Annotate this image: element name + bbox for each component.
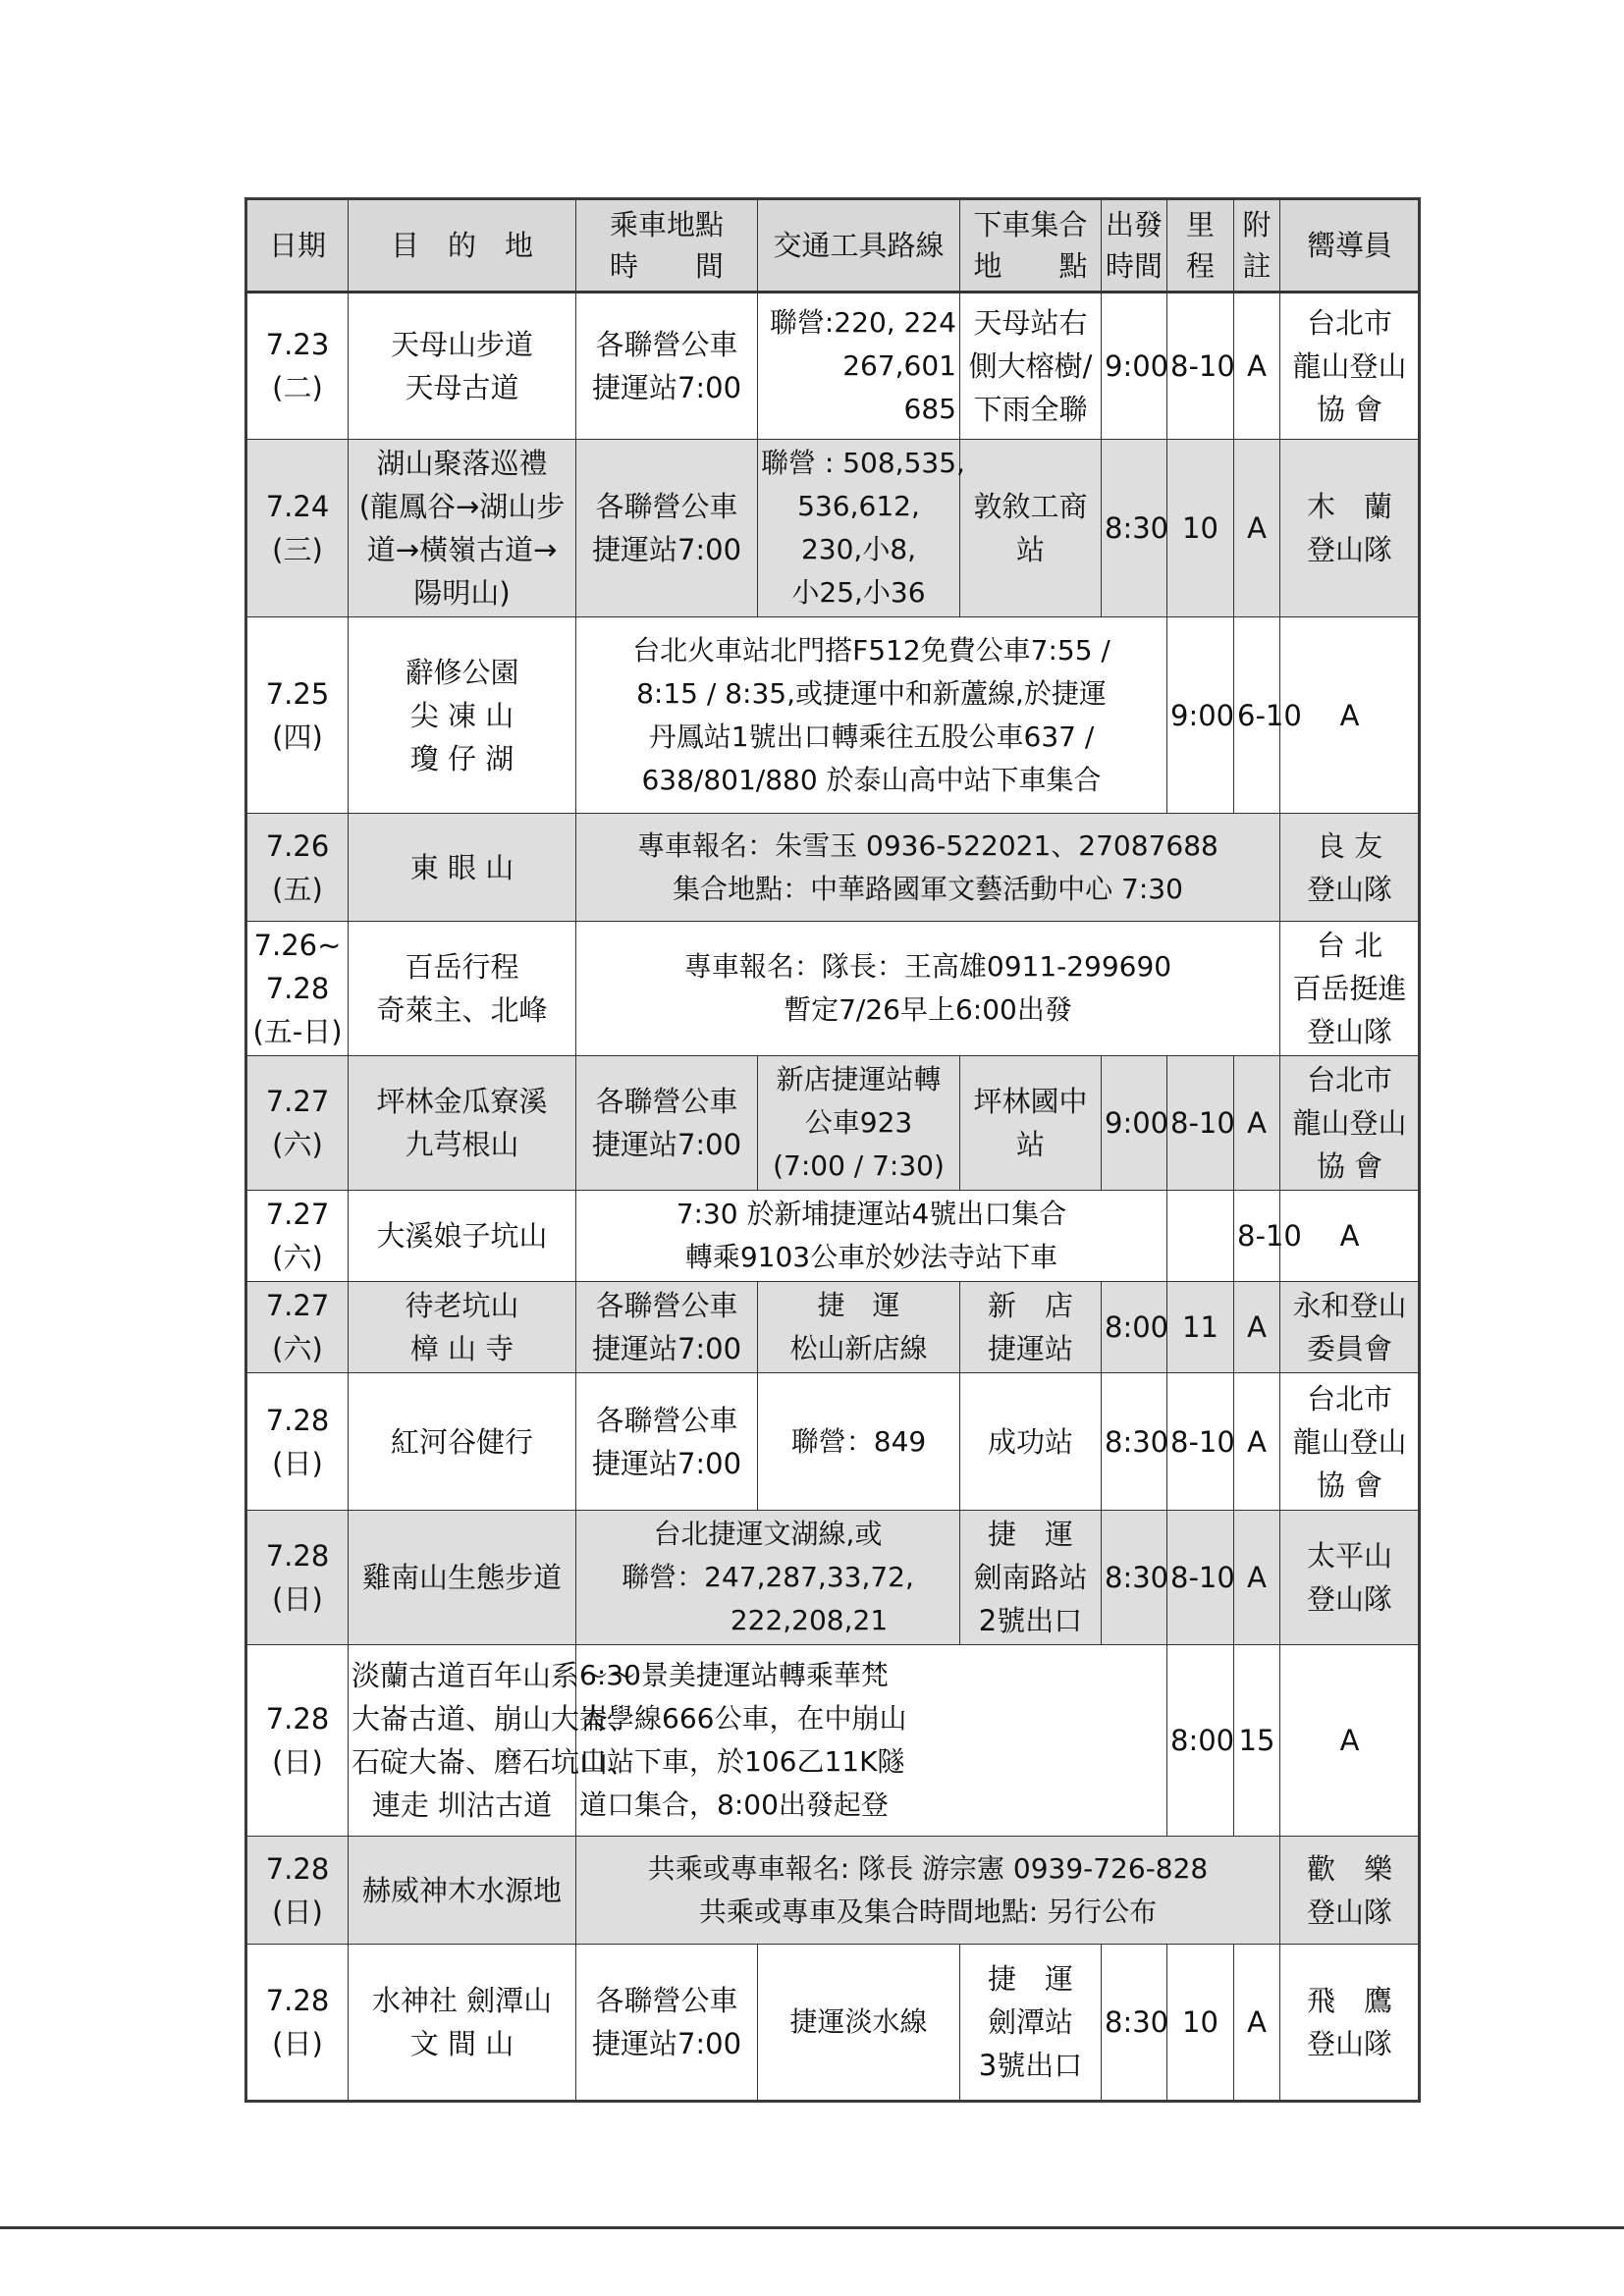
destination-cell-line: 尖 凍 山: [409, 698, 514, 732]
merged-info-cell-line: 大學線666公車，在中崩山: [579, 1702, 907, 1735]
destination-cell: [349, 1191, 576, 1282]
destination-cell-line: 道→橫嶺古道→: [366, 533, 558, 566]
date-cell-line: (日): [272, 1582, 323, 1616]
transport-cell-line: 230,小8,: [800, 533, 917, 565]
table-row: [246, 293, 1420, 440]
leader-cell: [1280, 1056, 1420, 1191]
date-cell: [246, 814, 349, 922]
header-distance: 里 程: [1167, 199, 1234, 293]
destination-cell-line: 連走 圳沽古道: [371, 1789, 553, 1822]
boarding-cell-line: 各聯營公車: [595, 1289, 738, 1322]
merged-info-cell-line: 轉乘9103公車於妙法寺站下車: [684, 1241, 1058, 1273]
merged-info-cell-line: 丹鳳站1號出口轉乘往五股公車637 /: [648, 720, 1095, 753]
date-cell-line: (六): [272, 1332, 323, 1365]
destination-cell-line: 百岳行程: [405, 950, 519, 984]
header-transport: 交通工具路線: [758, 199, 960, 293]
date-cell-line: 7.28: [265, 1539, 330, 1573]
meeting-point-cell-line: 天母站右: [973, 306, 1088, 340]
boarding-cell-line: 各聯營公車: [595, 1984, 738, 2017]
note-cell: [1234, 293, 1280, 440]
meeting-point-cell: [960, 1282, 1102, 1373]
meeting-point-cell-line: 新 店: [987, 1289, 1073, 1322]
transport-cell-line: 捷運淡水線: [789, 2005, 928, 2038]
distance-cell-value: 6-10: [1237, 698, 1302, 732]
departure-time-cell: [1102, 1511, 1167, 1645]
merged-info-cell-line: 道口集合，8:00出發起登: [579, 1789, 889, 1821]
merged-info-cell-line: 638/801/880 於泰山高中站下車集合: [641, 763, 1102, 796]
distance-cell-value: 8-10: [1170, 1106, 1235, 1140]
schedule-body: [246, 293, 1420, 2102]
leader-cell-line: 歡 樂: [1306, 1851, 1392, 1886]
destination-cell-line: 天母古道: [405, 371, 519, 404]
leader-cell: [1280, 814, 1420, 922]
departure-time-cell-value: 9:00: [1105, 1106, 1169, 1140]
table-row: [246, 1837, 1420, 1945]
leader-cell: [1280, 440, 1420, 617]
merged-info-cell-line: 台北火車站北門搭F512免費公車7:55 /: [632, 633, 1110, 667]
merged-info-cell-line: 台北捷運文湖線,或: [653, 1518, 883, 1550]
departure-time-cell: [1102, 440, 1167, 617]
destination-cell-line: 大溪娘子坑山: [376, 1219, 548, 1253]
note-cell-value: A: [1247, 1561, 1267, 1594]
departure-time-cell: [1102, 1282, 1167, 1373]
date-cell: [246, 1511, 349, 1645]
date-cell-line: 7.28: [265, 972, 330, 1005]
destination-cell-line: 赫威神木水源地: [361, 1873, 562, 1907]
header-destination: 目 的 地: [349, 199, 576, 293]
distance-cell-value: 8-10: [1170, 1424, 1235, 1459]
leader-cell-line: 龍山登山: [1292, 1424, 1407, 1459]
distance-cell-value: 11: [1182, 1310, 1218, 1344]
date-cell-line: 7.23: [265, 328, 330, 361]
destination-cell: [349, 1511, 576, 1645]
departure-time-cell: [1102, 293, 1167, 440]
departure-time-cell: [1102, 1373, 1167, 1511]
departure-time-cell-value: 8:30: [1105, 1424, 1169, 1459]
destination-cell-line: 水神社 劍潭山: [371, 1984, 553, 2017]
transport-cell-line: 聯營:220, 224: [769, 306, 956, 339]
date-cell-line: 7.26: [265, 828, 330, 863]
meeting-point-cell: [960, 1056, 1102, 1191]
boarding-cell-line: 各聯營公車: [595, 1403, 738, 1437]
leader-cell: [1280, 922, 1420, 1056]
date-cell-line: 7.26~: [253, 929, 342, 962]
leader-cell-line: 飛 鷹: [1306, 1984, 1392, 2017]
distance-cell: [1234, 1645, 1280, 1837]
boarding-cell-line: 各聯營公車: [595, 328, 738, 361]
date-cell: [246, 1282, 349, 1373]
merged-info-cell-line: 222,208,21: [647, 1604, 889, 1636]
leader-cell-line: 登山隊: [1306, 533, 1392, 566]
date-cell-line: 7.28: [265, 1851, 330, 1886]
meeting-point-cell-line: 劍南路站: [973, 1561, 1088, 1594]
note-cell: [1234, 440, 1280, 617]
transport-cell: [758, 1945, 960, 2102]
destination-cell: [349, 814, 576, 922]
departure-time-cell: [1102, 1945, 1167, 2102]
header-date: 日期: [246, 199, 349, 293]
destination-cell-line: (龍鳳谷→湖山步: [358, 490, 566, 523]
table-row: [246, 1645, 1420, 1837]
merged-info-cell-line: 7:30 於新埔捷運站4號出口集合: [676, 1198, 1067, 1230]
destination-cell-line: 湖山聚落巡禮: [376, 447, 548, 480]
leader-cell: [1280, 1511, 1420, 1645]
distance-cell-value: 8-10: [1170, 349, 1235, 383]
boarding-cell-line: 各聯營公車: [595, 490, 738, 523]
date-cell: [246, 440, 349, 617]
distance-cell: [1167, 1511, 1234, 1645]
date-cell-line: 7.25: [265, 676, 330, 711]
leader-cell-line: 委員會: [1306, 1332, 1392, 1365]
destination-cell-line: 紅河谷健行: [390, 1424, 533, 1459]
transport-cell-line: 小25,小36: [791, 576, 926, 609]
boarding-cell: [576, 1056, 758, 1191]
departure-time-cell-value: 8:30: [1105, 1561, 1169, 1594]
boarding-cell-line: 各聯營公車: [595, 1085, 738, 1118]
date-cell-line: (六): [272, 1241, 323, 1274]
table-row: [246, 1945, 1420, 2102]
transport-cell-line: 267,601: [842, 349, 956, 382]
note-cell-value: A: [1247, 2005, 1267, 2039]
merged-info-cell-line: 口站下車，於106乙11K隧: [579, 1745, 905, 1778]
distance-cell: [1234, 1191, 1302, 1282]
meeting-point-cell-line: 敦敘工商: [973, 490, 1088, 523]
destination-cell-line: 東 眼 山: [409, 850, 514, 884]
departure-time-cell: [1167, 1645, 1234, 1837]
destination-cell: [349, 1282, 576, 1373]
table-row: [246, 1282, 1420, 1373]
note-cell-value: A: [1247, 349, 1267, 383]
destination-cell-line: 淡蘭古道百年山系～～: [352, 1659, 637, 1692]
table-row: [246, 1511, 1420, 1645]
meeting-point-cell-line: 捷 運: [987, 1518, 1073, 1551]
merged-info-cell-line: 集合地點：中華路國軍文藝活動中心 7:30: [673, 872, 1183, 905]
destination-cell-line: 瓊 仔 湖: [409, 741, 514, 775]
departure-time-cell-value: 9:00: [1170, 698, 1235, 732]
table-row: [246, 617, 1420, 814]
merged-info-cell-line: 6:30景美捷運站轉乘華梵: [579, 1659, 889, 1691]
transport-cell: [758, 1282, 960, 1373]
departure-time-cell-value: 9:00: [1105, 349, 1169, 383]
note-cell: [1234, 1056, 1280, 1191]
table-row: [246, 1373, 1420, 1511]
table-row: [246, 440, 1420, 617]
distance-cell: [1167, 1056, 1234, 1191]
date-cell-line: (日): [272, 2027, 323, 2060]
destination-cell-line: 待老坑山: [405, 1289, 519, 1322]
merged-info-cell: [576, 1645, 1167, 1837]
footer-rule: [0, 2226, 1624, 2229]
meeting-point-cell-line: 劍潭站: [987, 2005, 1073, 2039]
merged-info-cell-line: 專車報名：朱雪玉 0936-522021、27087688: [637, 828, 1218, 862]
leader-cell-line: 登山隊: [1306, 2027, 1392, 2060]
date-cell: [246, 1945, 349, 2102]
merged-info-cell-line: 聯營：247,287,33,72,: [622, 1561, 914, 1593]
destination-cell: [349, 617, 576, 814]
date-cell-line: (二): [272, 371, 323, 404]
distance-cell: [1167, 1373, 1234, 1511]
note-cell: [1280, 1645, 1420, 1837]
distance-cell-value: 8-10: [1237, 1219, 1302, 1253]
note-cell-value: A: [1247, 1106, 1267, 1140]
leader-cell-line: 協 會: [1316, 1468, 1383, 1502]
leader-cell-line: 永和登山: [1292, 1289, 1407, 1322]
merged-info-cell: [576, 1837, 1280, 1945]
date-cell-line: 7.27: [265, 1198, 330, 1231]
transport-cell-line: 聯營 : 508,535,: [761, 447, 965, 479]
leader-cell-line: 登山隊: [1306, 1582, 1392, 1616]
destination-cell: [349, 922, 576, 1056]
date-cell-line: 7.27: [265, 1289, 330, 1322]
distance-cell-value: 8-10: [1170, 1561, 1235, 1594]
transport-cell: [758, 293, 960, 440]
transport-cell: [758, 1056, 960, 1191]
merged-info-cell: [576, 1191, 1167, 1282]
destination-cell-line: 辭修公園: [405, 655, 519, 689]
date-cell-line: (六): [272, 1128, 323, 1161]
transport-cell-line: 聯營：849: [790, 1424, 927, 1458]
boarding-cell: [576, 1282, 758, 1373]
merged-info-cell-line: 暫定7/26早上6:00出發: [784, 993, 1072, 1026]
destination-cell: [349, 1645, 637, 1837]
date-cell-line: (日): [272, 1895, 323, 1929]
meeting-point-cell-line: 站: [1015, 533, 1045, 566]
destination-cell-line: 樟 山 寺: [409, 1332, 514, 1365]
note-cell: [1234, 1282, 1280, 1373]
boarding-cell-line: 捷運站7:00: [591, 1128, 742, 1161]
meeting-point-cell: [960, 1511, 1102, 1645]
leader-cell-line: 木 蘭: [1306, 490, 1392, 523]
destination-cell-line: 文 間 山: [409, 2027, 514, 2060]
date-cell-line: (四): [272, 720, 323, 754]
leader-cell: [1280, 293, 1420, 440]
leader-cell-line: 龍山登山: [1292, 1106, 1407, 1140]
note-cell-value: A: [1247, 1310, 1267, 1344]
distance-cell-value: 15: [1238, 1724, 1275, 1757]
date-cell: [246, 617, 349, 814]
transport-cell-line: (7:00 / 7:30): [773, 1149, 945, 1182]
transport-cell-line: 松山新店線: [789, 1332, 928, 1364]
boarding-cell: [576, 440, 758, 617]
header-meeting-point: 下車集合 地 點: [960, 199, 1102, 293]
date-cell: [246, 1191, 349, 1282]
boarding-cell: [576, 1373, 758, 1511]
distance-cell: [1167, 1945, 1234, 2102]
date-cell: [246, 1645, 349, 1837]
meeting-point-cell: [960, 440, 1102, 617]
header-note: 附 註: [1234, 199, 1280, 293]
leader-cell: [1280, 1837, 1420, 1945]
meeting-point-cell-line: 捷 運: [987, 1962, 1073, 1996]
meeting-point-cell-line: 3號出口: [978, 2049, 1083, 2082]
distance-cell: [1234, 617, 1302, 814]
date-cell: [246, 1056, 349, 1191]
note-cell-value: A: [1339, 1724, 1360, 1757]
departure-time-cell-value: 8:30: [1105, 2005, 1169, 2039]
note-cell: [1234, 1945, 1280, 2102]
destination-cell: [349, 293, 576, 440]
leader-cell-line: 登山隊: [1306, 1015, 1392, 1048]
table-row: [246, 1056, 1420, 1191]
date-cell: [246, 1837, 349, 1945]
departure-time-cell: [1167, 617, 1234, 814]
merged-info-cell-line: 專車報名：隊長：王高雄0911-299690: [683, 950, 1172, 983]
distance-cell: [1167, 293, 1234, 440]
note-cell-value: A: [1247, 511, 1267, 545]
merged-info-cell: [576, 617, 1167, 814]
boarding-cell-line: 捷運站7:00: [591, 2027, 742, 2060]
leader-cell-line: 台北市: [1306, 1381, 1392, 1415]
leader-cell-line: 台 北: [1316, 929, 1383, 962]
meeting-point-cell-line: 捷運站: [987, 1332, 1073, 1365]
date-cell-line: 7.27: [265, 1085, 330, 1118]
date-cell-line: 7.28: [265, 1984, 330, 2017]
merged-info-cell-line: 共乘或專車及集合時間地點: 另行公布: [698, 1895, 1158, 1928]
date-cell: [246, 1373, 349, 1511]
destination-cell-line: 陽明山): [413, 576, 511, 610]
boarding-cell-line: 捷運站7:00: [591, 1332, 742, 1365]
note-cell-value: A: [1247, 1424, 1267, 1459]
meeting-point-cell-line: 成功站: [987, 1424, 1073, 1459]
transport-cell-line: 新店捷運站轉: [776, 1063, 942, 1095]
distance-cell-value: 10: [1182, 511, 1218, 545]
transport-cell-line: 685: [903, 393, 956, 425]
distance-cell: [1167, 1282, 1234, 1373]
hiking-schedule-table: [244, 197, 1421, 2103]
leader-cell: [1280, 1945, 1420, 2102]
destination-cell: [349, 1945, 576, 2102]
table-header-row: [246, 199, 1420, 293]
boarding-cell-line: 捷運站7:00: [591, 1446, 742, 1480]
distance-cell: [1167, 440, 1234, 617]
date-cell: [246, 293, 349, 440]
note-cell: [1234, 1373, 1280, 1511]
meeting-point-cell: [960, 1373, 1102, 1511]
meeting-point-cell-line: 2號出口: [978, 1604, 1083, 1637]
destination-cell: [349, 1373, 576, 1511]
destination-cell-line: 奇萊主、北峰: [376, 993, 548, 1027]
merged-info-cell: [576, 922, 1280, 1056]
leader-cell-line: 登山隊: [1306, 1895, 1392, 1929]
date-cell-line: (三): [272, 533, 323, 566]
date-cell-line: 7.28: [265, 1403, 330, 1437]
table-row: [246, 922, 1420, 1056]
destination-cell-line: 九芎根山: [405, 1128, 519, 1161]
meeting-point-cell: [960, 1945, 1102, 2102]
destination-cell: [349, 440, 576, 617]
departure-time-cell-value: 8:00: [1105, 1310, 1169, 1344]
meeting-point-cell-line: 站: [1015, 1128, 1045, 1161]
date-cell: [246, 922, 349, 1056]
destination-cell-line: 天母山步道: [390, 328, 533, 361]
leader-cell-line: 協 會: [1316, 1149, 1383, 1183]
note-cell: [1234, 1511, 1280, 1645]
merged-info-cell-line: 共乘或專車報名: 隊長 游宗憲 0939-726-828: [647, 1851, 1209, 1885]
destination-cell-line: 石碇大崙、磨石坑山、: [352, 1745, 637, 1779]
departure-time-cell-value: 8:30: [1105, 511, 1169, 545]
table-row: [246, 1191, 1420, 1282]
transport-cell: [758, 440, 965, 617]
destination-cell-line: 坪林金瓜寮溪: [376, 1085, 548, 1118]
merged-info-cell: [576, 1511, 960, 1645]
destination-cell: [349, 1056, 576, 1191]
merged-info-cell-line: 8:15 / 8:35,或捷運中和新蘆線,於捷運: [636, 676, 1107, 710]
leader-cell-line: 協 會: [1316, 393, 1383, 426]
destination-cell-line: 大崙古道、崩山大崙、: [352, 1702, 637, 1735]
header-departure-time: 出發 時間: [1102, 199, 1167, 293]
boarding-cell-line: 捷運站7:00: [591, 533, 742, 566]
date-cell-line: 7.24: [265, 490, 330, 523]
boarding-cell: [576, 1945, 758, 2102]
leader-cell: [1280, 1282, 1420, 1373]
leader-cell: [1280, 1373, 1420, 1511]
meeting-point-cell-line: 側大榕樹/: [968, 349, 1093, 383]
transport-cell-line: 公車923: [804, 1106, 913, 1139]
date-cell-line: (五): [272, 872, 323, 906]
date-cell-line: (五-日): [252, 1015, 343, 1048]
date-cell-line: (日): [272, 1745, 323, 1779]
date-cell-line: 7.28: [265, 1702, 330, 1735]
departure-time-cell-value: 8:00: [1170, 1724, 1235, 1757]
destination-cell: [349, 1837, 576, 1945]
transport-cell-line: 536,612,: [797, 490, 920, 522]
boarding-cell-line: 捷運站7:00: [591, 371, 742, 404]
departure-time-cell: [1167, 1191, 1234, 1282]
meeting-point-cell: [960, 293, 1102, 440]
header-leader: 嚮導員: [1280, 199, 1420, 293]
note-cell-value: A: [1339, 698, 1360, 732]
leader-cell-line: 龍山登山: [1292, 349, 1407, 383]
distance-cell-value: 10: [1182, 2005, 1218, 2039]
meeting-point-cell-line: 下雨全聯: [973, 393, 1088, 426]
header-boarding: 乘車地點 時 間: [576, 199, 758, 293]
note-cell-value: A: [1339, 1219, 1360, 1253]
merged-info-cell: [576, 814, 1280, 922]
boarding-cell: [576, 293, 758, 440]
leader-cell-line: 良 友: [1316, 828, 1383, 863]
leader-cell-line: 台北市: [1306, 1063, 1392, 1096]
transport-cell: [758, 1373, 960, 1511]
date-cell-line: (日): [272, 1446, 323, 1480]
leader-cell-line: 台北市: [1306, 306, 1392, 340]
table-row: [246, 814, 1420, 922]
departure-time-cell: [1102, 1056, 1167, 1191]
meeting-point-cell-line: 坪林國中: [973, 1085, 1088, 1118]
leader-cell-line: 登山隊: [1306, 872, 1392, 906]
leader-cell-line: 太平山: [1306, 1539, 1392, 1573]
transport-cell-line: 捷 運: [817, 1289, 900, 1321]
destination-cell-line: 雞南山生態步道: [361, 1561, 562, 1594]
leader-cell-line: 百岳挺進: [1292, 972, 1407, 1005]
